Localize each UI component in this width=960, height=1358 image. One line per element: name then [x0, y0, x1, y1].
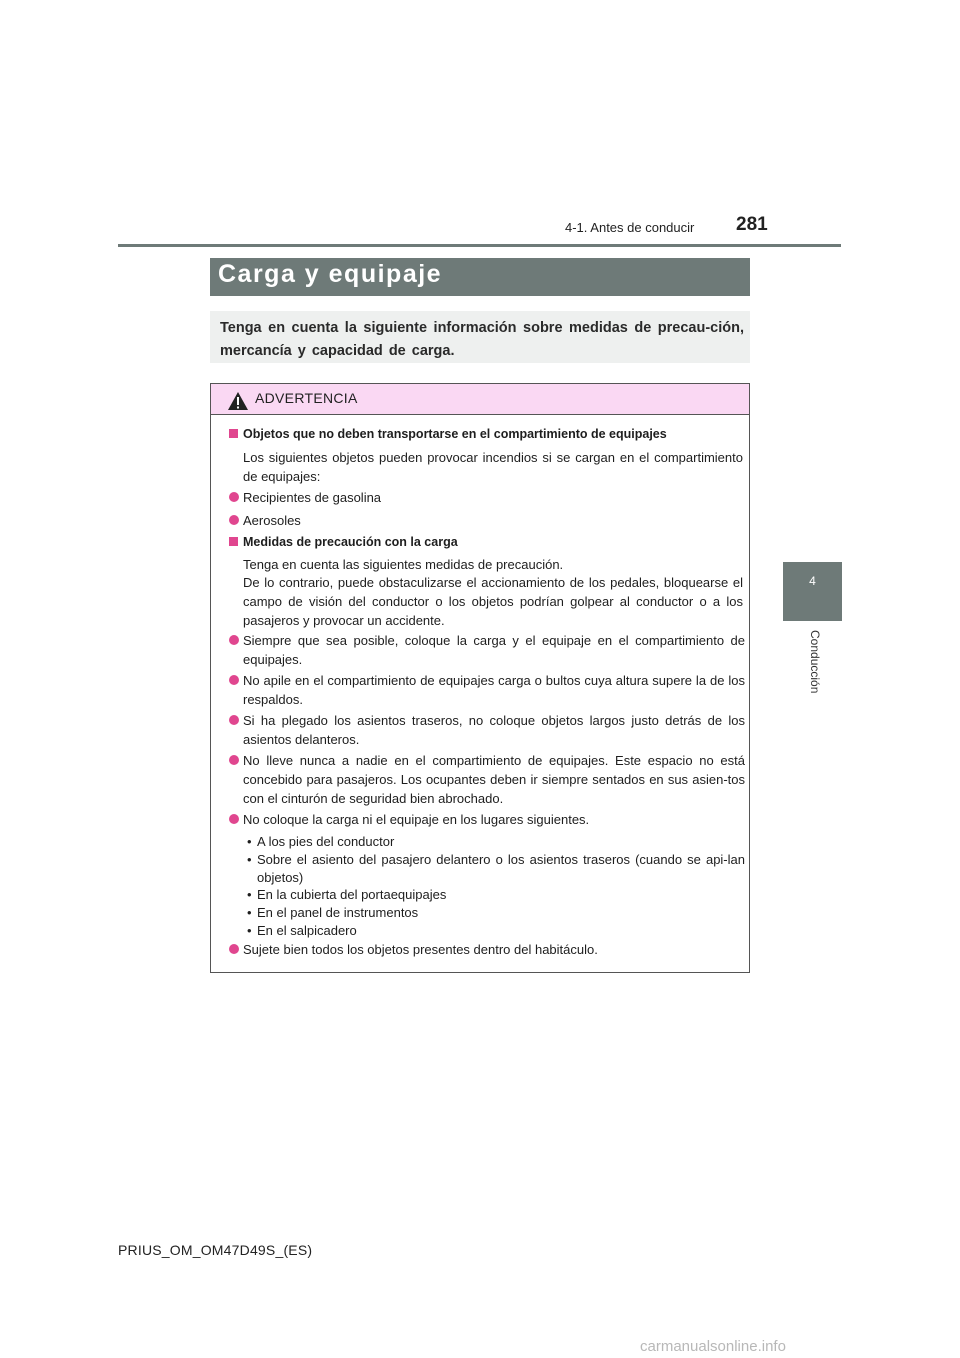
title-bar	[210, 258, 750, 296]
warning-header	[211, 384, 749, 415]
list-item-text: Aerosoles	[243, 513, 301, 528]
list-item-text: No coloque la carga ni el equipaje en los lugares siguientes.	[243, 812, 590, 827]
sub-bullet-icon: •	[247, 834, 252, 849]
list-item	[229, 751, 745, 808]
list-item-text: Siempre que sea posible, coloque la carga y el equipaje en el compartimiento de equipajes.	[243, 633, 745, 667]
section-heading-text: Medidas de precaución con la carga	[243, 535, 458, 549]
sub-bullet-icon: •	[247, 923, 252, 938]
sub-list-item-text: En el panel de instrumentos	[257, 905, 419, 920]
intro-box	[210, 311, 750, 363]
sub-list-item	[247, 904, 745, 922]
page-number: 281	[736, 214, 768, 235]
sub-list-item-text: En la cubierta del portaequipajes	[257, 887, 447, 902]
sub-list-item	[247, 922, 745, 940]
chapter-label: Conducción	[808, 630, 822, 694]
list-item	[229, 631, 745, 669]
header-rule	[118, 244, 841, 247]
list-item-text: Sujete bien todos los objetos presentes dentro del habitáculo.	[243, 942, 598, 957]
watermark: carmanualsonline.info	[640, 1338, 786, 1355]
dot-bullet-icon	[229, 492, 239, 502]
dot-bullet-icon	[229, 944, 239, 954]
dot-bullet-icon	[229, 814, 239, 824]
chapter-tab[interactable]	[783, 562, 842, 621]
sub-bullet-icon: •	[247, 852, 252, 867]
sub-list-item	[247, 851, 745, 887]
list-item	[229, 671, 745, 709]
list-item	[229, 488, 745, 507]
sub-bullet-icon: •	[247, 905, 252, 920]
warning-box	[210, 383, 750, 973]
section-paragraph: Los siguientes objetos pueden provocar incendios si se cargan en el compartimiento de equipajes:	[243, 450, 743, 484]
list-item	[229, 810, 745, 829]
section-heading	[229, 427, 667, 441]
section-paragraph: De lo contrario, puede obstaculizarse el accionamiento de los pedales, bloquearse el campo de visión del conductor o los objetos podrían golpear al conductor o a los pasajeros y provocar un accidente.	[243, 575, 743, 628]
sub-list-item	[247, 833, 745, 851]
list-item	[229, 511, 745, 530]
list-item-text: Recipientes de gasolina	[243, 490, 382, 505]
dot-bullet-icon	[229, 635, 239, 645]
square-bullet-icon	[229, 429, 238, 438]
list-item-text: No apile en el compartimiento de equipajes carga o bultos cuya altura supere la de los respaldos.	[243, 673, 745, 707]
section-heading	[229, 535, 458, 549]
section-heading-text: Objetos que no deben transportarse en el compartimiento de equipajes	[243, 427, 667, 441]
document-code: PRIUS_OM_OM47D49S_(ES)	[118, 1242, 313, 1258]
intro-text: Tenga en cuenta la siguiente información sobre medidas de precau-ción, mercancía y capacidad de carga.	[220, 320, 744, 359]
sub-list-item-text: En el salpicadero	[257, 923, 357, 938]
sub-bullet-icon: •	[247, 887, 252, 902]
section-paragraph: Tenga en cuenta las siguientes medidas de precaución.	[243, 557, 564, 572]
page-title: Carga y equipaje	[218, 260, 443, 288]
warning-title: ADVERTENCIA	[255, 390, 358, 406]
square-bullet-icon	[229, 537, 238, 546]
dot-bullet-icon	[229, 675, 239, 685]
header-section: 4-1. Antes de conducir	[565, 220, 695, 235]
sub-list-item-text: Sobre el asiento del pasajero delantero o los asientos traseros (cuando se api-lan objetos)	[257, 852, 745, 885]
list-item	[229, 940, 745, 959]
chapter-number: 4	[809, 574, 816, 588]
sub-list-item-text: A los pies del conductor	[257, 834, 395, 849]
sub-list-item	[247, 886, 745, 904]
dot-bullet-icon	[229, 755, 239, 765]
dot-bullet-icon	[229, 515, 239, 525]
list-item-text: Si ha plegado los asientos traseros, no coloque objetos largos justo detrás de los asientos delanteros.	[243, 713, 745, 747]
warning-triangle-icon	[227, 391, 249, 411]
list-item	[229, 711, 745, 749]
dot-bullet-icon	[229, 715, 239, 725]
list-item-text: No lleve nunca a nadie en el compartimiento de equipajes. Este espacio no está concebido para pasajeros. Los ocupantes deben ir siempre sentados en sus asien-tos con el cinturón de seguridad bien abrochado.	[243, 753, 745, 806]
